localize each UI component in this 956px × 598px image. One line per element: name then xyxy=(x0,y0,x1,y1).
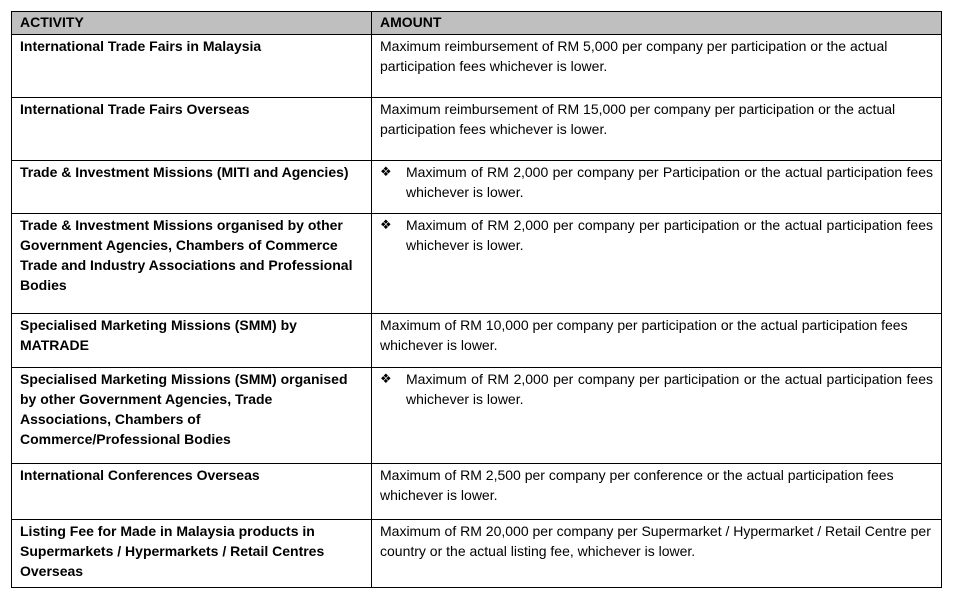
diamond-bullet-icon: ❖ xyxy=(380,217,392,232)
table-row xyxy=(12,214,942,314)
amount-cell: Maximum reimbursement of RM 5,000 per company per participation or the actual participation fees whichever is lower. xyxy=(372,35,942,98)
activity-cell: Specialised Marketing Missions (SMM) by MATRADE xyxy=(12,314,372,368)
table-row xyxy=(12,368,942,464)
activity-cell: International Trade Fairs Overseas xyxy=(12,98,372,161)
table-row xyxy=(12,314,942,368)
table-row xyxy=(12,35,942,98)
amount-cell xyxy=(372,161,942,214)
activity-cell: Listing Fee for Made in Malaysia products in Supermarkets / Hypermarkets / Retail Centres Overseas xyxy=(12,520,372,588)
header-amount: AMOUNT xyxy=(372,12,942,35)
bullet-item xyxy=(380,215,933,255)
bullet-text: Maximum of RM 2,000 per company per participation or the actual participation fees whichever is lower. xyxy=(406,371,933,407)
activity-cell: Specialised Marketing Missions (SMM) organised by other Government Agencies, Trade Associations, Chambers of Commerce/Professional Bodies xyxy=(12,368,372,464)
table-row xyxy=(12,161,942,214)
amount-cell xyxy=(372,368,942,464)
reimbursement-table xyxy=(11,11,942,588)
activity-cell: International Trade Fairs in Malaysia xyxy=(12,35,372,98)
diamond-bullet-icon: ❖ xyxy=(380,371,392,386)
activity-cell: International Conferences Overseas xyxy=(12,464,372,520)
bullet-text: Maximum of RM 2,000 per company per participation or the actual participation fees whichever is lower. xyxy=(406,217,933,253)
activity-cell: Trade & Investment Missions organised by other Government Agencies, Chambers of Commerce Trade and Industry Associations and Professional Bodies xyxy=(12,214,372,314)
table-row xyxy=(12,464,942,520)
amount-cell: Maximum of RM 20,000 per company per Supermarket / Hypermarket / Retail Centre per country or the actual listing fee, whichever is lower. xyxy=(372,520,942,588)
bullet-item xyxy=(380,162,933,202)
amount-cell xyxy=(372,214,942,314)
diamond-bullet-icon: ❖ xyxy=(380,164,392,179)
bullet-item xyxy=(380,369,933,409)
activity-cell: Trade & Investment Missions (MITI and Agencies) xyxy=(12,161,372,214)
header-activity: ACTIVITY xyxy=(12,12,372,35)
table-row xyxy=(12,98,942,161)
amount-cell: Maximum reimbursement of RM 15,000 per company per participation or the actual participation fees whichever is lower. xyxy=(372,98,942,161)
table-row xyxy=(12,520,942,588)
amount-cell: Maximum of RM 2,500 per company per conference or the actual participation fees whichever is lower. xyxy=(372,464,942,520)
amount-cell: Maximum of RM 10,000 per company per participation or the actual participation fees whichever is lower. xyxy=(372,314,942,368)
table-header-row xyxy=(12,12,942,35)
bullet-text: Maximum of RM 2,000 per company per Participation or the actual participation fees whichever is lower. xyxy=(406,164,933,200)
